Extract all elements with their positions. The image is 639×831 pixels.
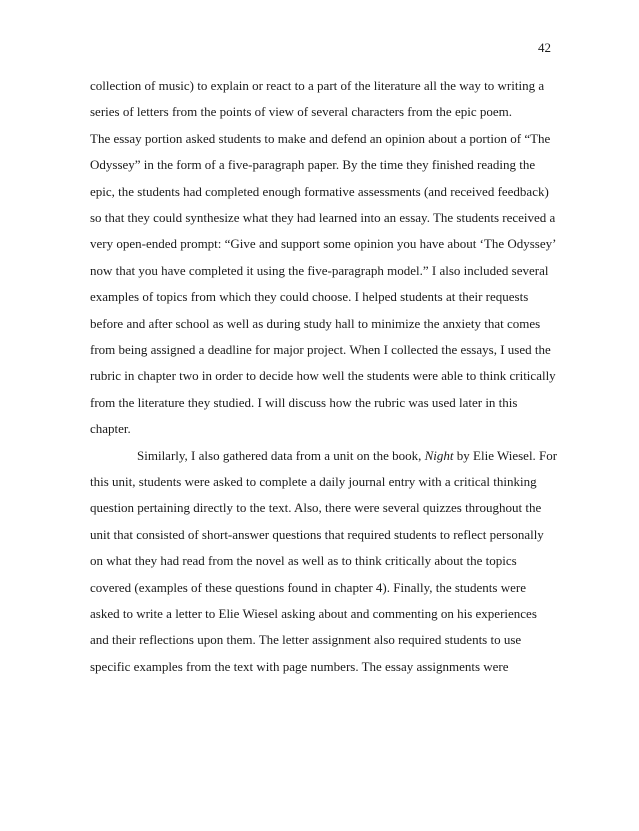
text-segment: this unit, students were asked to complete a daily journal entry with a critical thinking <box>90 474 537 489</box>
text-segment: asked to write a letter to Elie Wiesel asking about and commenting on his experiences <box>90 606 537 621</box>
book-title: Night <box>424 447 454 463</box>
text-line <box>90 129 550 149</box>
text-line <box>90 472 537 492</box>
text-line <box>90 182 549 202</box>
text-line <box>90 340 551 360</box>
text-segment: by Elie Wiesel. For <box>453 447 558 463</box>
text-segment: collection of music) to explain or react to a part of the literature all the way to writing a <box>90 78 545 93</box>
text-segment: and their reflections upon them. The letter assignment also required students to use <box>90 632 522 648</box>
text-segment: from the literature they studied. I will discuss how the rubric was used later in this <box>90 394 518 410</box>
text-segment: examples of topics from which they could choose. I helped students at their requests <box>90 289 529 305</box>
text-segment: covered (examples of these questions found in chapter 4). Finally, the students were <box>90 579 526 595</box>
text-line <box>90 234 556 254</box>
text-segment: unit that consisted of short-answer questions that required students to reflect personally <box>90 526 544 542</box>
text-line <box>90 393 517 413</box>
text-segment: chapter. <box>90 421 131 437</box>
text-line <box>90 366 556 386</box>
text-line <box>90 76 544 96</box>
text-segment: question pertaining directly to the text. Also, there were several quizzes throughout the <box>90 500 542 516</box>
text-segment: series of letters from the points of view of several characters from the epic poem. <box>90 104 512 120</box>
text-segment: very open-ended prompt: “Give and support some opinion you have about ‘The Odyssey’ <box>90 236 557 252</box>
text-segment: Odyssey” in the form of a five-paragraph paper. By the time they finished reading the <box>90 157 536 173</box>
text-line <box>90 630 521 650</box>
text-line <box>90 578 526 598</box>
page-number: 42 <box>538 40 551 55</box>
text-line <box>90 287 528 307</box>
text-line <box>90 419 131 439</box>
text-line <box>90 551 517 571</box>
text-segment: on what they had read from the novel as well as to think critically about the topics <box>90 553 517 569</box>
text-line <box>90 208 555 228</box>
text-line <box>90 525 544 545</box>
text-line <box>137 446 557 466</box>
text-segment: specific examples from the text with page numbers. The essay assignments were <box>90 658 509 674</box>
text-line <box>90 657 509 677</box>
text-segment: before and after school as well as during study hall to minimize the anxiety that comes <box>90 315 541 331</box>
text-segment: epic, the students had completed enough formative assessments (and received feedback) <box>90 183 549 199</box>
text-segment: from being assigned a deadline for major project. When I collected the essays, I used the <box>90 342 551 357</box>
text-segment: so that they could synthesize what they had learned into an essay. The students received a <box>90 210 556 225</box>
text-segment: now that you have completed it using the five-paragraph model.” I also included several <box>90 262 549 278</box>
text-line <box>90 155 535 175</box>
text-line <box>90 604 537 624</box>
text-segment: Similarly, I also gathered data from a unit on the book, <box>137 447 425 463</box>
text-line <box>90 102 512 122</box>
text-line <box>90 314 540 334</box>
text-line <box>90 498 541 518</box>
text-segment: rubric in chapter two in order to decide how well the students were able to think critically <box>90 368 556 384</box>
text-line <box>90 261 548 281</box>
text-segment: The essay portion asked students to make and defend an opinion about a portion of “The <box>90 130 551 146</box>
